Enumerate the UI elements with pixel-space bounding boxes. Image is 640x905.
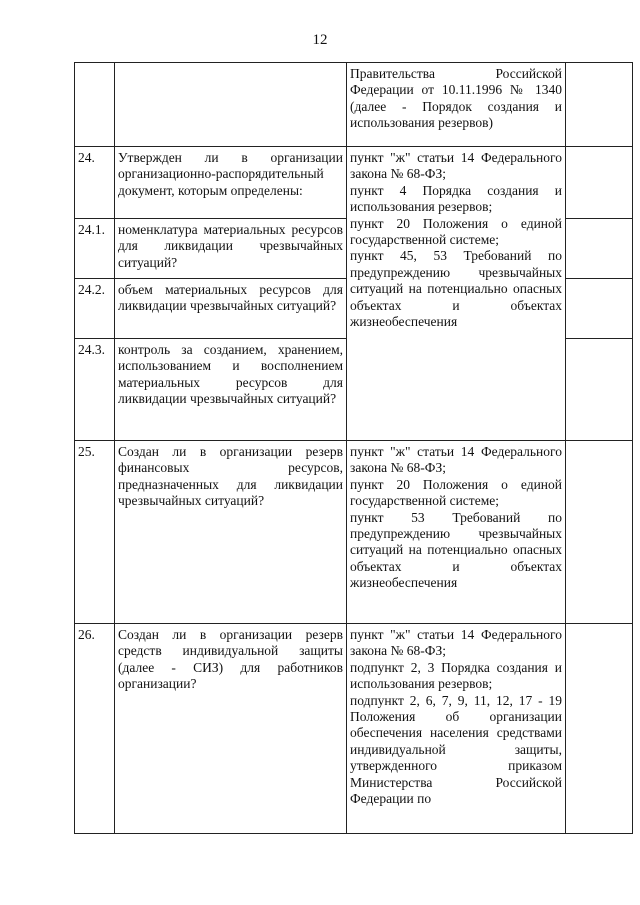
row-number-cell: 26. <box>75 624 115 834</box>
legal-reference: пункт "ж" статьи 14 Федерального закона № 68-ФЗ; <box>350 444 562 476</box>
legal-reference-cell <box>347 441 566 624</box>
legal-reference: пункт 53 Требований по предупреждению чрезвычайных ситуаций на потенциально опасных объектах и объектах жизнеобеспечения <box>350 509 562 591</box>
legal-reference: Правительства Российской Федерации от 10.11.1996 № 1340 (далее - Порядок создания и использования резервов) <box>350 66 562 131</box>
table-row <box>75 63 633 147</box>
row-number-cell: 25. <box>75 441 115 624</box>
question-cell: номенклатура материальных ресурсов для ликвидации чрезвычайных ситуаций? <box>115 219 347 279</box>
question-cell: объем материальных ресурсов для ликвидации чрезвычайных ситуаций? <box>115 279 347 339</box>
legal-reference: пункт 20 Положения о единой государственной системе; <box>350 215 562 248</box>
answer-cell <box>566 441 633 624</box>
row-number-cell <box>75 63 115 147</box>
question-cell: Создан ли в организации резерв финансовых ресурсов, предназначенных для ликвидации чрезвычайных ситуаций? <box>115 441 347 624</box>
legal-reference: пункт "ж" статьи 14 Федерального закона № 68-ФЗ; <box>350 150 562 182</box>
answer-cell <box>566 147 633 219</box>
table-row <box>75 624 633 834</box>
question-cell: Утвержден ли в организации организационно-распорядительный документ, которым определены: <box>115 147 347 219</box>
answer-cell <box>566 219 633 279</box>
row-number-cell: 24.3. <box>75 339 115 441</box>
row-number-cell: 24.1. <box>75 219 115 279</box>
legal-reference-cell <box>347 63 566 147</box>
inspection-checklist-table <box>74 62 633 834</box>
answer-cell <box>566 279 633 339</box>
answer-cell <box>566 339 633 441</box>
row-number-cell: 24. <box>75 147 115 219</box>
page-number: 12 <box>312 32 328 48</box>
row-number-cell: 24.2. <box>75 279 115 339</box>
answer-cell <box>566 624 633 834</box>
legal-reference: подпункт 2, 3 Порядка создания и использования резервов; <box>350 659 562 692</box>
answer-cell <box>566 63 633 147</box>
question-cell: контроль за созданием, хранением, использованием и восполнением материальных ресурсов для ликвидации чрезвычайных ситуаций? <box>115 339 347 441</box>
legal-reference-cell <box>347 624 566 834</box>
legal-reference: пункт 4 Порядка создания и использования резервов; <box>350 182 562 215</box>
table-row <box>75 147 633 219</box>
table-row <box>75 441 633 624</box>
legal-reference-cell <box>347 147 566 441</box>
question-cell <box>115 63 347 147</box>
question-cell: Создан ли в организации резерв средств индивидуальной защиты (далее - СИЗ) для работников организации? <box>115 624 347 834</box>
legal-reference: подпункт 2, 6, 7, 9, 11, 12, 17 - 19 Положения об организации обеспечения населения средствами индивидуальной защиты, утвержденного приказом Министерства Российской Федерации по <box>350 692 562 807</box>
legal-reference: пункт 45, 53 Требований по предупреждению чрезвычайных ситуаций на потенциально опасных объектах и объектах жизнеобеспечения <box>350 248 562 330</box>
legal-reference: пункт "ж" статьи 14 Федерального закона № 68-ФЗ; <box>350 627 562 659</box>
legal-reference: пункт 20 Положения о единой государственной системе; <box>350 476 562 509</box>
